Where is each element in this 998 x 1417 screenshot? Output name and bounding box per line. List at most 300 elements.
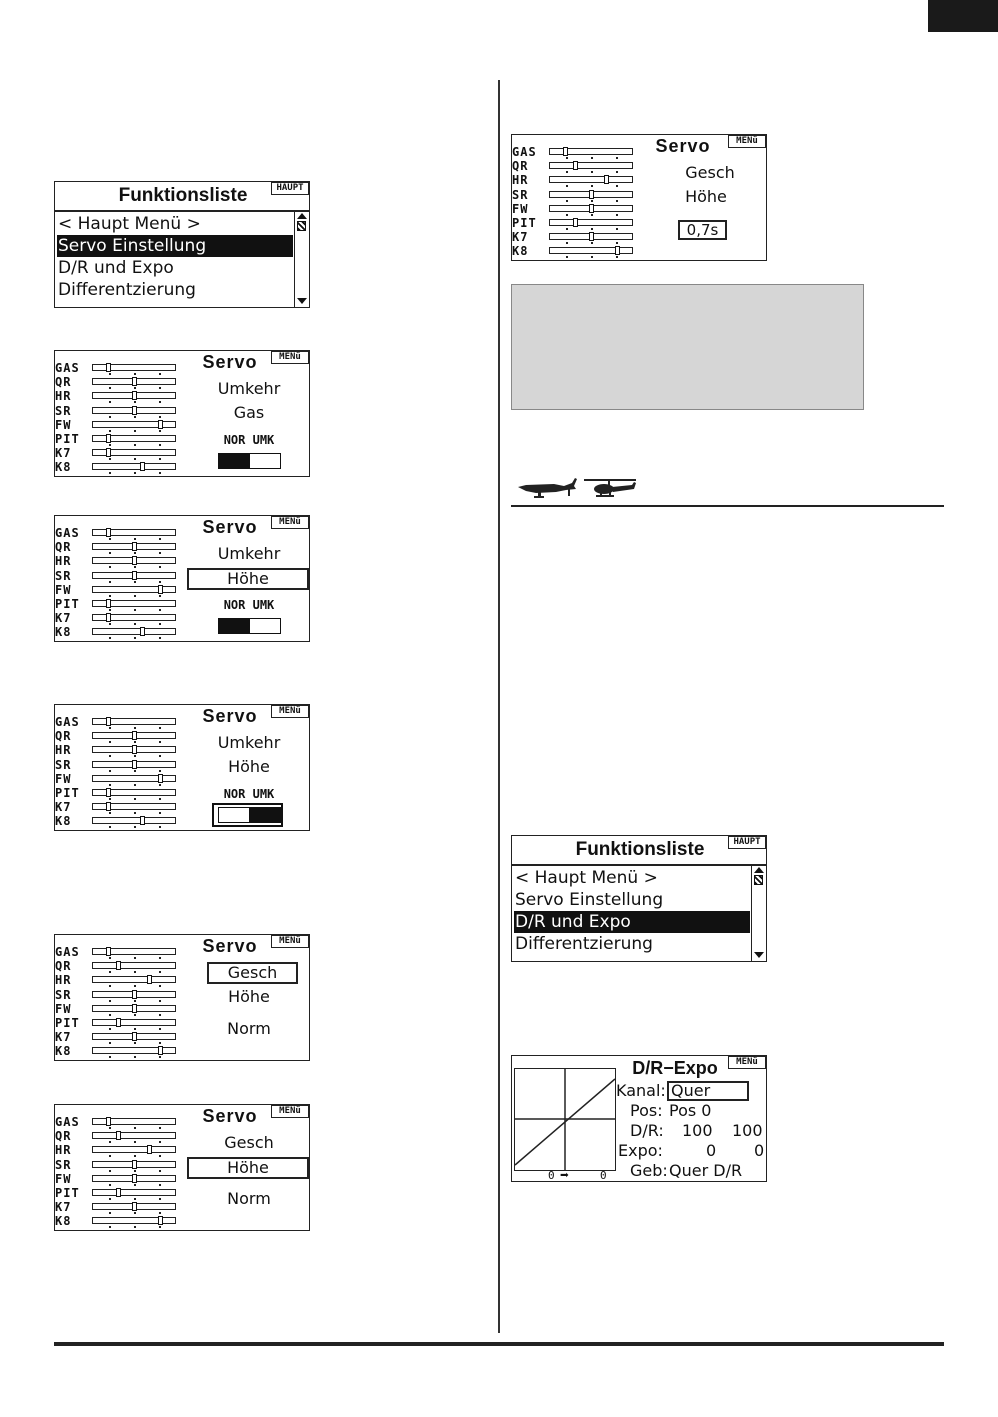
stick-position-indicator <box>540 1166 620 1182</box>
channel-bar <box>549 233 633 240</box>
channel-row-k8 <box>55 625 183 639</box>
channel-bar <box>549 148 633 155</box>
channel-position-marker <box>132 1160 137 1169</box>
channel-name: FW <box>55 1001 72 1016</box>
channel-name: K8 <box>55 814 72 829</box>
channel-row-fw <box>55 772 183 786</box>
screen-title: Servo <box>202 352 258 372</box>
channel-tick <box>134 472 136 474</box>
expo-right-value[interactable]: 0 <box>754 1141 765 1160</box>
channel-position-marker <box>589 232 594 241</box>
channel-position-marker <box>132 731 137 740</box>
channel-bar <box>549 162 633 169</box>
channel-select-box[interactable]: Höhe <box>187 568 309 590</box>
scrollbar[interactable] <box>294 210 309 307</box>
channel-tick <box>109 826 111 828</box>
channel-row-qr <box>55 1129 183 1143</box>
channel-bar <box>92 529 176 536</box>
channel-tick <box>134 637 136 639</box>
channel-bar <box>92 449 176 456</box>
channel-bar <box>92 1033 176 1040</box>
channel-row-qr <box>55 959 183 973</box>
axis-right-value: 0 <box>600 1169 607 1182</box>
geb-value[interactable]: Quer D/R <box>669 1161 743 1180</box>
channel-name: K8 <box>55 1044 72 1059</box>
channel-name: FW <box>55 417 72 432</box>
channel-row-gas <box>55 1115 183 1129</box>
dr-label: D/R: <box>630 1121 664 1140</box>
scroll-thumb[interactable] <box>754 875 763 885</box>
channel-position-marker <box>573 218 578 227</box>
servo-speed-hoehe-screen <box>54 1104 310 1231</box>
channel-row-pit <box>55 786 183 800</box>
channel-row-hr <box>55 554 183 568</box>
channel-row-k8 <box>55 460 183 474</box>
channel-name: PIT <box>55 1185 80 1200</box>
channel-name: HR <box>55 554 72 569</box>
channel-row-fw <box>55 583 183 597</box>
menu-badge: MENü <box>728 1056 766 1069</box>
channel-name: HR <box>55 1143 72 1158</box>
channel-row-qr <box>55 729 183 743</box>
channel-tick <box>159 472 161 474</box>
channel-bar <box>92 761 176 768</box>
channel-row-qr <box>512 159 640 173</box>
channel-bar <box>92 1203 176 1210</box>
channel-name: HR <box>512 173 529 188</box>
channel-row-gas <box>55 526 183 540</box>
channel-bar <box>92 1132 176 1139</box>
channel-name: HR <box>55 973 72 988</box>
channel-name: HR <box>55 389 72 404</box>
channel-position-marker <box>106 717 111 726</box>
scroll-down-icon[interactable] <box>754 952 764 958</box>
channel-label[interactable]: Höhe <box>228 987 270 1006</box>
channel-tick <box>134 1056 136 1058</box>
menu-badge: MENü <box>271 935 309 948</box>
channel-monitor <box>55 1115 183 1229</box>
channel-row-k7 <box>55 611 183 625</box>
channel-bar <box>92 614 176 621</box>
function-label: Umkehr <box>217 733 281 752</box>
channel-bar <box>92 991 176 998</box>
channel-name: K8 <box>55 460 72 475</box>
channel-row-fw <box>512 202 640 216</box>
channel-row-k7 <box>55 1200 183 1214</box>
channel-bar <box>92 718 176 725</box>
channel-position-marker <box>158 1046 163 1055</box>
kanal-select[interactable]: Quer <box>667 1081 749 1101</box>
screen-title: Servo <box>655 136 711 156</box>
menu-list <box>57 213 293 301</box>
channel-name: GAS <box>55 1115 80 1129</box>
speed-value-box[interactable]: 0,7s <box>678 220 727 240</box>
channel-name: K7 <box>55 1030 72 1045</box>
servo-reverse-hoehe-screen <box>54 515 310 642</box>
airplane-helicopter-icon <box>516 474 638 500</box>
menu-item-haupt-menu[interactable]: < Haupt Menü > <box>58 214 201 234</box>
channel-position-marker <box>132 1032 137 1041</box>
channel-bar <box>92 407 176 414</box>
channel-row-hr <box>55 389 183 403</box>
channel-row-k7 <box>55 800 183 814</box>
channel-tick <box>134 826 136 828</box>
channel-name: PIT <box>55 596 80 611</box>
channel-position-marker <box>140 816 145 825</box>
channel-name: K8 <box>512 244 529 259</box>
menu-item-servo-einstellung[interactable]: Servo Einstellung <box>515 890 664 910</box>
channel-name: PIT <box>55 785 80 800</box>
channel-tick <box>566 256 568 258</box>
channel-position-marker <box>589 204 594 213</box>
channel-name: SR <box>55 568 72 583</box>
channel-name: QR <box>512 159 529 174</box>
channel-name: GAS <box>55 945 80 959</box>
servo-speed-value-screen <box>511 134 767 261</box>
channel-row-k7 <box>512 230 640 244</box>
function-select-box[interactable]: Gesch <box>207 962 298 984</box>
channel-position-marker <box>132 571 137 580</box>
scrollbar[interactable] <box>751 864 766 961</box>
screen-title: Servo <box>202 706 258 726</box>
servo-speed-screen <box>54 934 310 1061</box>
channel-bar <box>92 628 176 635</box>
channel-label[interactable]: Gas <box>233 403 265 422</box>
kanal-label: Kanal: <box>616 1081 666 1100</box>
channel-name: PIT <box>512 215 537 230</box>
screen-title: D/R−Expo <box>632 1058 718 1078</box>
channel-bar <box>92 378 176 385</box>
scroll-up-icon[interactable] <box>297 213 307 219</box>
channel-label[interactable]: Höhe <box>228 757 270 776</box>
channel-bar <box>92 1118 176 1125</box>
channel-row-k8 <box>55 1214 183 1228</box>
channel-name: QR <box>55 959 72 974</box>
nor-umk-label: NOR UMK <box>223 598 275 612</box>
channel-row-hr <box>512 173 640 187</box>
channel-monitor <box>512 145 640 259</box>
channel-tick <box>616 256 618 258</box>
channel-position-marker <box>132 406 137 415</box>
dr-left-value[interactable]: 100 <box>682 1121 713 1140</box>
channel-position-marker <box>132 391 137 400</box>
channel-bar <box>92 775 176 782</box>
channel-name: SR <box>512 187 529 202</box>
channel-bar <box>92 421 176 428</box>
channel-position-marker <box>116 1188 121 1197</box>
expo-label: Expo: <box>618 1141 663 1160</box>
channel-bar <box>92 392 176 399</box>
channel-position-marker <box>106 788 111 797</box>
channel-bar <box>549 219 633 226</box>
channel-row-gas <box>55 715 183 729</box>
channel-position-marker <box>158 585 163 594</box>
channel-row-sr <box>55 569 183 583</box>
haupt-badge: HAUPT <box>728 836 766 849</box>
channel-bar <box>92 364 176 371</box>
funktionsliste-screen-2 <box>511 835 767 962</box>
channel-name: GAS <box>512 145 537 159</box>
screen-title: Funktionsliste <box>55 182 310 212</box>
channel-bar <box>92 976 176 983</box>
channel-monitor <box>55 715 183 829</box>
channel-name: QR <box>55 375 72 390</box>
channel-bar <box>92 463 176 470</box>
channel-name: GAS <box>55 715 80 729</box>
channel-position-marker <box>132 1174 137 1183</box>
channel-position-marker <box>116 961 121 970</box>
channel-name: K7 <box>55 800 72 815</box>
channel-position-marker <box>106 947 111 956</box>
channel-position-marker <box>116 1018 121 1027</box>
channel-position-marker <box>132 990 137 999</box>
screen-title: Servo <box>202 517 258 537</box>
screen-title: Servo <box>202 1106 258 1126</box>
channel-bar <box>92 1217 176 1224</box>
channel-row-sr <box>55 1158 183 1172</box>
haupt-badge: HAUPT <box>271 182 309 195</box>
expo-curve-graph <box>514 1068 616 1171</box>
menu-badge: MENü <box>271 1105 309 1118</box>
channel-bar <box>92 586 176 593</box>
channel-position-marker <box>573 161 578 170</box>
column-divider <box>498 80 500 1333</box>
channel-position-marker <box>158 774 163 783</box>
channel-monitor <box>55 526 183 640</box>
channel-position-marker <box>106 448 111 457</box>
channel-position-marker <box>132 745 137 754</box>
channel-row-sr <box>512 188 640 202</box>
channel-row-k8 <box>55 814 183 828</box>
channel-position-marker <box>106 613 111 622</box>
channel-row-pit <box>55 1016 183 1030</box>
channel-position-marker <box>604 175 609 184</box>
menu-badge: MENü <box>271 516 309 529</box>
menu-item-haupt-menu[interactable]: < Haupt Menü > <box>515 868 658 888</box>
channel-position-marker <box>563 147 568 156</box>
channel-tick <box>159 826 161 828</box>
channel-name: QR <box>55 1129 72 1144</box>
channel-name: PIT <box>55 431 80 446</box>
speed-value[interactable]: Norm <box>227 1019 271 1038</box>
channel-bar <box>92 435 176 442</box>
channel-row-fw <box>55 418 183 432</box>
channel-name: FW <box>55 771 72 786</box>
channel-bar <box>92 1005 176 1012</box>
channel-name: HR <box>55 743 72 758</box>
channel-name: QR <box>55 540 72 555</box>
channel-position-marker <box>147 975 152 984</box>
channel-tick <box>591 256 593 258</box>
channel-name: K8 <box>55 1214 72 1229</box>
channel-position-marker <box>147 1145 152 1154</box>
channel-bar <box>549 205 633 212</box>
channel-position-marker <box>106 528 111 537</box>
channel-row-gas <box>55 361 183 375</box>
channel-position-marker <box>132 377 137 386</box>
nor-umk-label: NOR UMK <box>223 787 275 801</box>
speed-value[interactable]: Norm <box>227 1189 271 1208</box>
channel-bar <box>92 1146 176 1153</box>
channel-row-qr <box>55 540 183 554</box>
channel-bar <box>92 948 176 955</box>
channel-name: K7 <box>55 446 72 461</box>
servo-reverse-gas-screen <box>54 350 310 477</box>
channel-row-fw <box>55 1172 183 1186</box>
channel-bar <box>549 191 633 198</box>
channel-name: SR <box>55 757 72 772</box>
channel-row-k7 <box>55 1030 183 1044</box>
channel-row-gas <box>55 945 183 959</box>
channel-bar <box>92 1019 176 1026</box>
channel-position-marker <box>132 542 137 551</box>
screen-title: Funktionsliste <box>512 836 767 866</box>
channel-bar <box>92 817 176 824</box>
channel-name: K7 <box>512 230 529 245</box>
scroll-down-icon[interactable] <box>297 298 307 304</box>
page-corner-tab <box>928 0 998 32</box>
channel-position-marker <box>116 1131 121 1140</box>
channel-row-hr <box>55 1143 183 1157</box>
channel-name: SR <box>55 987 72 1002</box>
channel-name: FW <box>512 201 529 216</box>
channel-row-pit <box>55 432 183 446</box>
channel-row-fw <box>55 1002 183 1016</box>
axis-left-value: 0 <box>548 1169 555 1182</box>
dr-right-value[interactable]: 100 <box>732 1121 763 1140</box>
channel-position-marker <box>132 1004 137 1013</box>
reverse-toggle[interactable] <box>218 618 281 634</box>
channel-bar <box>92 803 176 810</box>
channel-row-pit <box>512 216 640 230</box>
geb-label: Geb: <box>630 1161 668 1180</box>
channel-name: GAS <box>55 526 80 540</box>
channel-tick <box>159 637 161 639</box>
channel-position-marker <box>106 802 111 811</box>
channel-bar <box>92 732 176 739</box>
channel-row-hr <box>55 743 183 757</box>
footer-rule <box>54 1342 944 1346</box>
reverse-toggle[interactable] <box>218 807 281 823</box>
servo-reverse-umk-screen <box>54 704 310 831</box>
channel-position-marker <box>158 420 163 429</box>
pos-label: Pos: <box>630 1101 663 1120</box>
channel-bar <box>92 1189 176 1196</box>
channel-name: PIT <box>55 1015 80 1030</box>
channel-bar <box>92 746 176 753</box>
channel-bar <box>92 543 176 550</box>
screen-title: Servo <box>202 936 258 956</box>
channel-tick <box>159 1226 161 1228</box>
channel-row-k8 <box>512 244 640 258</box>
channel-name: FW <box>55 1171 72 1186</box>
channel-bar <box>92 1161 176 1168</box>
function-label: Gesch <box>224 1133 274 1152</box>
channel-name: K7 <box>55 611 72 626</box>
channel-monitor <box>55 945 183 1059</box>
channel-name: SR <box>55 1157 72 1172</box>
menu-badge: MENü <box>271 351 309 364</box>
channel-name: K7 <box>55 1200 72 1215</box>
menu-item-differentzierung[interactable]: Differentzierung <box>515 934 653 954</box>
reverse-toggle[interactable] <box>218 453 281 469</box>
channel-position-marker <box>106 434 111 443</box>
channel-tick <box>109 1056 111 1058</box>
channel-name: SR <box>55 403 72 418</box>
channel-select-box[interactable]: Höhe <box>187 1157 309 1179</box>
channel-bar <box>92 1175 176 1182</box>
menu-badge: MENü <box>271 705 309 718</box>
channel-name: GAS <box>55 361 80 375</box>
channel-bar <box>92 1047 176 1054</box>
scroll-thumb[interactable] <box>297 221 306 231</box>
channel-name: FW <box>55 582 72 597</box>
channel-tick <box>109 472 111 474</box>
menu-item-servo-einstellung[interactable]: Servo Einstellung <box>57 235 293 257</box>
channel-row-sr <box>55 988 183 1002</box>
channel-tick <box>109 1226 111 1228</box>
channel-label: Höhe <box>685 187 727 206</box>
function-label: Gesch <box>685 163 735 182</box>
channel-position-marker <box>158 1216 163 1225</box>
channel-position-marker <box>140 627 145 636</box>
channel-position-marker <box>140 462 145 471</box>
channel-tick <box>159 1056 161 1058</box>
menu-item-dr-expo[interactable]: D/R und Expo <box>58 258 174 278</box>
channel-position-marker <box>132 1202 137 1211</box>
channel-row-sr <box>55 404 183 418</box>
channel-position-marker <box>615 246 620 255</box>
channel-bar <box>549 247 633 254</box>
channel-bar <box>549 176 633 183</box>
expo-curve-svg <box>515 1069 615 1170</box>
channel-bar <box>92 789 176 796</box>
scroll-up-icon[interactable] <box>754 867 764 873</box>
channel-row-k8 <box>55 1044 183 1058</box>
pos-value[interactable]: Pos 0 <box>669 1101 712 1120</box>
channel-bar <box>92 572 176 579</box>
funktionsliste-screen <box>54 181 310 308</box>
channel-row-sr <box>55 758 183 772</box>
dr-expo-screen <box>511 1055 767 1182</box>
expo-left-value[interactable]: 0 <box>706 1141 717 1160</box>
channel-tick <box>134 1226 136 1228</box>
channel-position-marker <box>132 760 137 769</box>
channel-row-qr <box>55 375 183 389</box>
channel-name: K8 <box>55 625 72 640</box>
channel-position-marker <box>106 599 111 608</box>
channel-name: QR <box>55 729 72 744</box>
menu-item-dr-expo[interactable]: D/R und Expo <box>514 911 750 933</box>
channel-position-marker <box>106 1117 111 1126</box>
channel-position-marker <box>589 190 594 199</box>
channel-position-marker <box>132 556 137 565</box>
channel-bar <box>92 557 176 564</box>
menu-list <box>514 867 750 955</box>
menu-badge: MENü <box>728 135 766 148</box>
channel-row-k7 <box>55 446 183 460</box>
note-box <box>511 284 864 410</box>
function-label: Umkehr <box>217 544 281 563</box>
channel-position-marker <box>106 363 111 372</box>
menu-item-differentzierung[interactable]: Differentzierung <box>58 280 196 300</box>
channel-row-gas <box>512 145 640 159</box>
channel-tick <box>109 637 111 639</box>
nor-umk-label: NOR UMK <box>223 433 275 447</box>
channel-row-pit <box>55 1186 183 1200</box>
channel-bar <box>92 600 176 607</box>
function-label: Umkehr <box>217 379 281 398</box>
